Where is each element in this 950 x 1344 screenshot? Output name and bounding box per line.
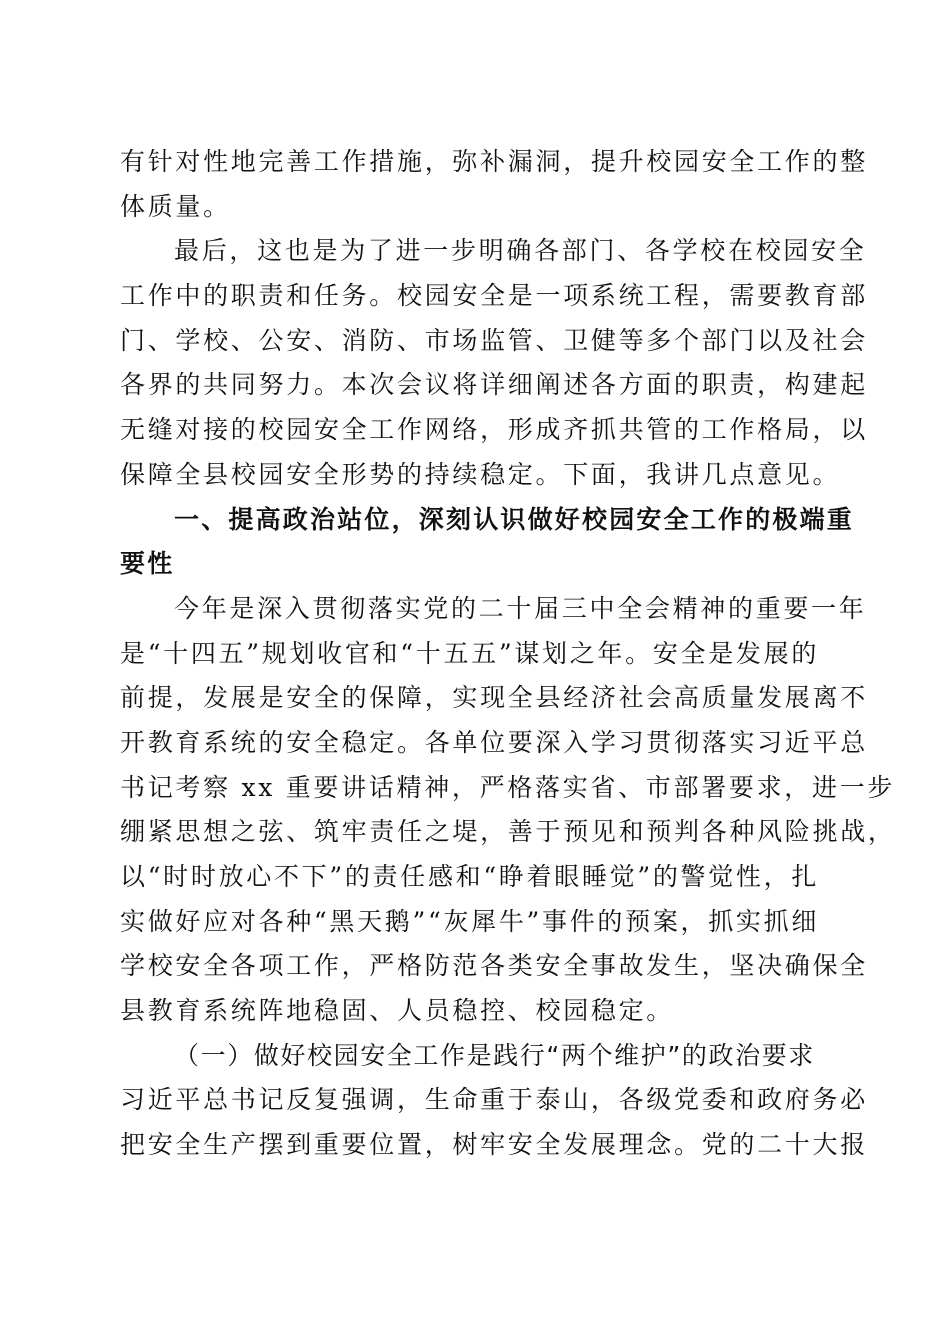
- section-heading: 要性: [120, 549, 175, 579]
- paragraph-line: 习近平总书记反复强调，生命重于泰山，各级党委和政府务必: [120, 1085, 868, 1115]
- subsection-heading: （一）做好校园安全工作是践行“两个维护”的政治要求: [174, 1040, 815, 1070]
- paragraph-line: 前提，发展是安全的保障，实现全县经济社会高质量发展离不: [120, 683, 868, 713]
- paragraph-line: 保障全县校园安全形势的持续稳定。下面，我讲几点意见。: [120, 459, 841, 489]
- paragraph-line: 门、学校、公安、消防、市场监管、卫健等多个部门以及社会: [120, 325, 868, 355]
- paragraph-line: 有针对性地完善工作措施，弥补漏洞，提升校园安全工作的整: [120, 147, 868, 176]
- paragraph-line: 无缝对接的校园安全工作网络，形成齐抓共管的工作格局，以: [120, 415, 868, 445]
- paragraph-line: 工作中的职责和任务。校园安全是一项系统工程，需要教育部: [120, 281, 868, 311]
- paragraph-line: 县教育系统阵地稳固、人员稳控、校园稳定。: [120, 996, 675, 1026]
- section-heading: 一、提高政治站位，深刻认识做好校园安全工作的极端重: [174, 504, 855, 534]
- paragraph-line: 以“时时放心不下”的责任感和“睁着眼睡觉”的警觉性，扎: [120, 862, 820, 891]
- paragraph-line: 最后，这也是为了进一步明确各部门、各学校在校园安全: [174, 236, 867, 266]
- paragraph-line: 把安全生产摆到重要位置，树牢安全发展理念。党的二十大报: [120, 1130, 868, 1160]
- document-body: [120, 140, 896, 1168]
- paragraph-line: 绷紧思想之弦、筑牢责任之堤，善于预见和预判各种风险挑战，: [120, 817, 896, 847]
- paragraph-line: 是“十四五”规划收官和“十五五”谋划之年。安全是发展的: [120, 638, 820, 668]
- paragraph-line: 今年是深入贯彻落实党的二十届三中全会精神的重要一年: [174, 593, 867, 623]
- paragraph-line: 各界的共同努力。本次会议将详细阐述各方面的职责，构建起: [120, 370, 868, 400]
- paragraph-line: 实做好应对各种“黑天鹅”“灰犀牛”事件的预案，抓实抓细: [120, 906, 820, 936]
- paragraph-line: 学校安全各项工作，严格防范各类安全事故发生，坚决确保全: [120, 951, 868, 981]
- paragraph-line: 书记考察 xx 重要讲话精神，严格落实省、市部署要求，进一步: [120, 772, 896, 802]
- paragraph-line: 开教育系统的安全稳定。各单位要深入学习贯彻落实习近平总: [120, 727, 868, 757]
- paragraph-line: 体质量。: [120, 191, 231, 221]
